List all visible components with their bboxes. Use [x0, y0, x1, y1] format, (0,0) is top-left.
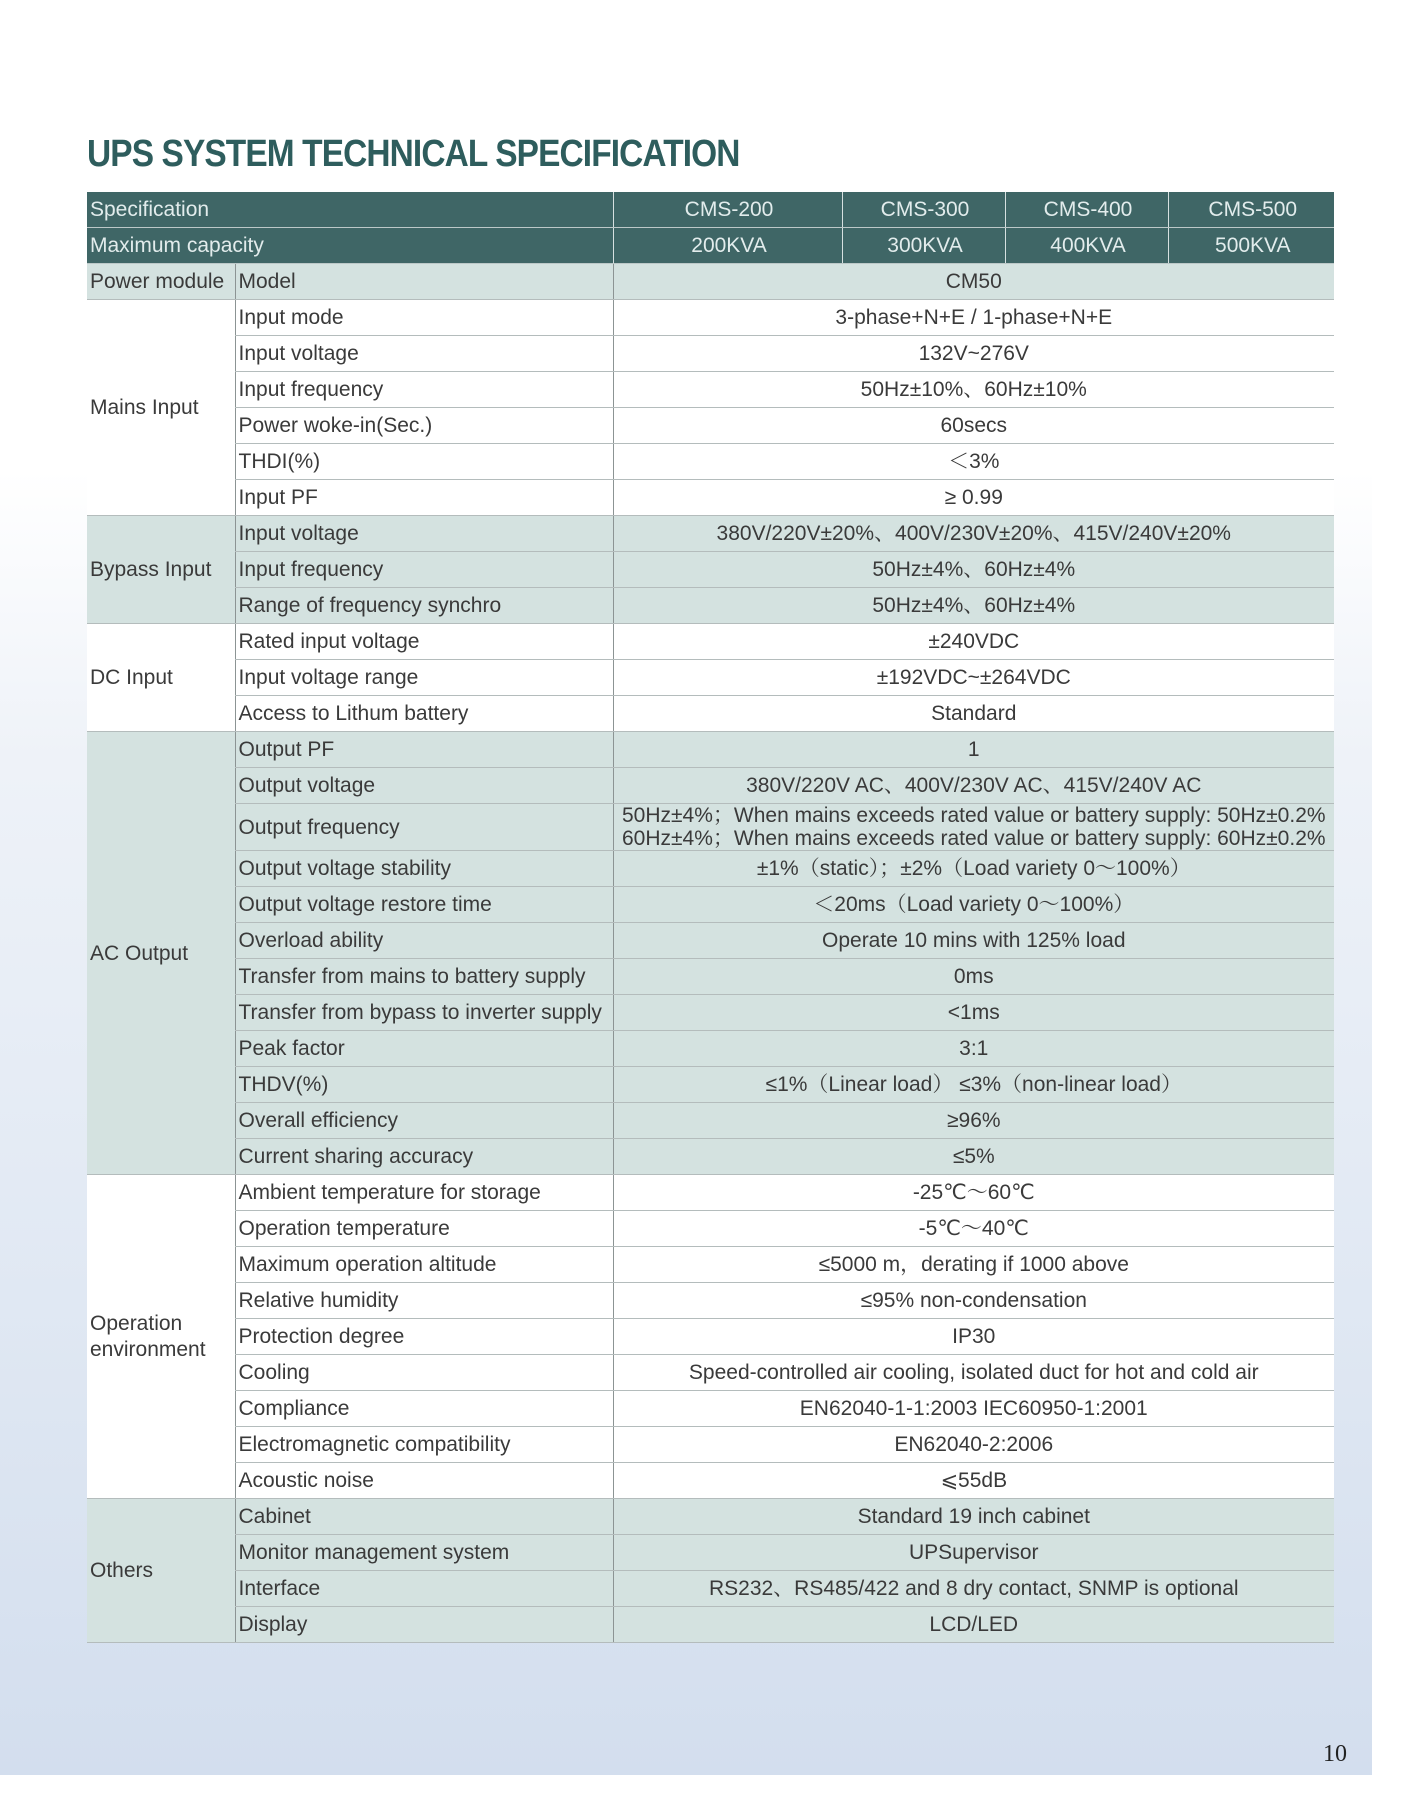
parameter-cell: Protection degree [235, 1319, 613, 1355]
value-cell: Operate 10 mins with 125% load [613, 923, 1334, 959]
table-row [87, 1067, 1334, 1103]
parameter-cell: Output voltage [235, 768, 613, 804]
value-cell: Standard [613, 696, 1334, 732]
value-cell: EN62040-2:2006 [613, 1427, 1334, 1463]
category-cell: DC Input [87, 624, 235, 732]
parameter-cell: Output voltage restore time [235, 887, 613, 923]
category-cell: Others [87, 1499, 235, 1643]
parameter-cell: Input PF [235, 480, 613, 516]
parameter-cell: Overall efficiency [235, 1103, 613, 1139]
value-cell: ≥96% [613, 1103, 1334, 1139]
value-cell: <1ms [613, 995, 1334, 1031]
value-cell: 380V/220V AC、400V/230V AC、415V/240V AC [613, 768, 1334, 804]
value-cell: ≤95% non-condensation [613, 1283, 1334, 1319]
table-row [87, 804, 1334, 851]
table-row [87, 552, 1334, 588]
category-cell: Bypass Input [87, 516, 235, 624]
value-cell: 0ms [613, 959, 1334, 995]
table-row [87, 1211, 1334, 1247]
value-cell: 50Hz±10%、60Hz±10% [613, 372, 1334, 408]
value-cell: 380V/220V±20%、400V/230V±20%、415V/240V±20% [613, 516, 1334, 552]
value-cell: 132V~276V [613, 336, 1334, 372]
value-cell [613, 804, 1334, 851]
page-number: 10 [1323, 1741, 1347, 1767]
value-cell: ±240VDC [613, 624, 1334, 660]
table-row [87, 1283, 1334, 1319]
table-row [87, 264, 1334, 300]
table-row [87, 336, 1334, 372]
parameter-cell: Display [235, 1607, 613, 1643]
table-row [87, 408, 1334, 444]
value-cell: UPSupervisor [613, 1535, 1334, 1571]
parameter-cell: Input mode [235, 300, 613, 336]
model-cms-300: CMS-300 [842, 192, 1005, 228]
value-cell: LCD/LED [613, 1607, 1334, 1643]
model-cms-500: CMS-500 [1168, 192, 1334, 228]
table-row [87, 1139, 1334, 1175]
value-cell: ≤5000 m，derating if 1000 above [613, 1247, 1334, 1283]
parameter-cell: Output frequency [235, 804, 613, 851]
value-cell: ≤1%（Linear load） ≤3%（non-linear load） [613, 1067, 1334, 1103]
category-cell: AC Output [87, 732, 235, 1175]
value-cell: Speed-controlled air cooling, isolated duct for hot and cold air [613, 1355, 1334, 1391]
table-row [87, 444, 1334, 480]
parameter-cell: Input voltage range [235, 660, 613, 696]
value-cell: 60secs [613, 408, 1334, 444]
value-cell: RS232、RS485/422 and 8 dry contact, SNMP is optional [613, 1571, 1334, 1607]
parameter-cell: Interface [235, 1571, 613, 1607]
table-row [87, 624, 1334, 660]
table-row [87, 732, 1334, 768]
table-row [87, 1499, 1334, 1535]
table-row [87, 696, 1334, 732]
table-row [87, 1319, 1334, 1355]
value-line: 50Hz±4%；When mains exceeds rated value or battery supply: 50Hz±0.2% [621, 804, 1326, 827]
parameter-cell: Cooling [235, 1355, 613, 1391]
parameter-cell: Output PF [235, 732, 613, 768]
value-cell: ±1%（static）；±2%（Load variety 0～100%） [613, 851, 1334, 887]
parameter-cell: Transfer from bypass to inverter supply [235, 995, 613, 1031]
parameter-cell: Current sharing accuracy [235, 1139, 613, 1175]
table-row [87, 1427, 1334, 1463]
parameter-cell: Operation temperature [235, 1211, 613, 1247]
category-cell: Operation environment [87, 1175, 235, 1499]
parameter-cell: Peak factor [235, 1031, 613, 1067]
table-row [87, 1607, 1334, 1643]
table-row [87, 1355, 1334, 1391]
value-cell: ⩽55dB [613, 1463, 1334, 1499]
parameter-cell: Input frequency [235, 552, 613, 588]
table-row [87, 959, 1334, 995]
table-row [87, 1103, 1334, 1139]
parameter-cell: Electromagnetic compatibility [235, 1427, 613, 1463]
model-cms-200: CMS-200 [613, 192, 842, 228]
value-cell: ＜3% [613, 444, 1334, 480]
parameter-cell: Input voltage [235, 516, 613, 552]
value-cell: CM50 [613, 264, 1334, 300]
table-row [87, 372, 1334, 408]
parameter-cell: Acoustic noise [235, 1463, 613, 1499]
parameter-cell: Compliance [235, 1391, 613, 1427]
table-row [87, 1247, 1334, 1283]
parameter-cell: Overload ability [235, 923, 613, 959]
parameter-cell: Transfer from mains to battery supply [235, 959, 613, 995]
table-row [87, 887, 1334, 923]
value-cell: 50Hz±4%、60Hz±4% [613, 552, 1334, 588]
parameter-cell: Range of frequency synchro [235, 588, 613, 624]
value-line: 60Hz±4%；When mains exceeds rated value or battery supply: 60Hz±0.2% [621, 827, 1326, 851]
parameter-cell: Output voltage stability [235, 851, 613, 887]
page-title: UPS SYSTEM TECHNICAL SPECIFICATION [87, 133, 740, 175]
header-row-capacity [87, 228, 1334, 264]
value-cell: ≤5% [613, 1139, 1334, 1175]
value-cell: -5℃～40℃ [613, 1211, 1334, 1247]
table-row [87, 851, 1334, 887]
parameter-cell: Cabinet [235, 1499, 613, 1535]
value-cell: ±192VDC~±264VDC [613, 660, 1334, 696]
value-cell: 50Hz±4%、60Hz±4% [613, 588, 1334, 624]
value-cell: Standard 19 inch cabinet [613, 1499, 1334, 1535]
table-row [87, 1175, 1334, 1211]
table-row [87, 995, 1334, 1031]
header-row-models [87, 192, 1334, 228]
table-row [87, 923, 1334, 959]
parameter-cell: Relative humidity [235, 1283, 613, 1319]
parameter-cell: Ambient temperature for storage [235, 1175, 613, 1211]
table-row [87, 1391, 1334, 1427]
value-cell: ＜20ms（Load variety 0～100%） [613, 887, 1334, 923]
parameter-cell: Power woke-in(Sec.) [235, 408, 613, 444]
value-cell: EN62040-1-1:2003 IEC60950-1:2001 [613, 1391, 1334, 1427]
value-cell: 3:1 [613, 1031, 1334, 1067]
capacity-cms-200: 200KVA [613, 228, 842, 264]
parameter-cell: Rated input voltage [235, 624, 613, 660]
category-cell: Mains Input [87, 300, 235, 516]
capacity-label: Maximum capacity [87, 228, 613, 264]
parameter-cell: THDI(%) [235, 444, 613, 480]
parameter-cell: Input frequency [235, 372, 613, 408]
table-row [87, 768, 1334, 804]
capacity-cms-400: 400KVA [1005, 228, 1168, 264]
parameter-cell: Access to Lithum battery [235, 696, 613, 732]
capacity-cms-500: 500KVA [1168, 228, 1334, 264]
value-cell: 1 [613, 732, 1334, 768]
table-row [87, 516, 1334, 552]
table-row [87, 1463, 1334, 1499]
table-row [87, 660, 1334, 696]
category-cell: Power module [87, 264, 235, 300]
table-row [87, 1571, 1334, 1607]
table-row [87, 480, 1334, 516]
table-row [87, 1031, 1334, 1067]
parameter-cell: Monitor management system [235, 1535, 613, 1571]
spec-table [87, 192, 1334, 1643]
capacity-cms-300: 300KVA [842, 228, 1005, 264]
table-row [87, 1535, 1334, 1571]
spec-label: Specification [87, 192, 613, 228]
parameter-cell: THDV(%) [235, 1067, 613, 1103]
parameter-cell: Maximum operation altitude [235, 1247, 613, 1283]
parameter-cell: Input voltage [235, 336, 613, 372]
value-cell: IP30 [613, 1319, 1334, 1355]
parameter-cell: Model [235, 264, 613, 300]
table-row [87, 300, 1334, 336]
value-cell: ≥ 0.99 [613, 480, 1334, 516]
table-row [87, 588, 1334, 624]
value-cell: 3-phase+N+E / 1-phase+N+E [613, 300, 1334, 336]
model-cms-400: CMS-400 [1005, 192, 1168, 228]
value-cell: -25℃～60℃ [613, 1175, 1334, 1211]
